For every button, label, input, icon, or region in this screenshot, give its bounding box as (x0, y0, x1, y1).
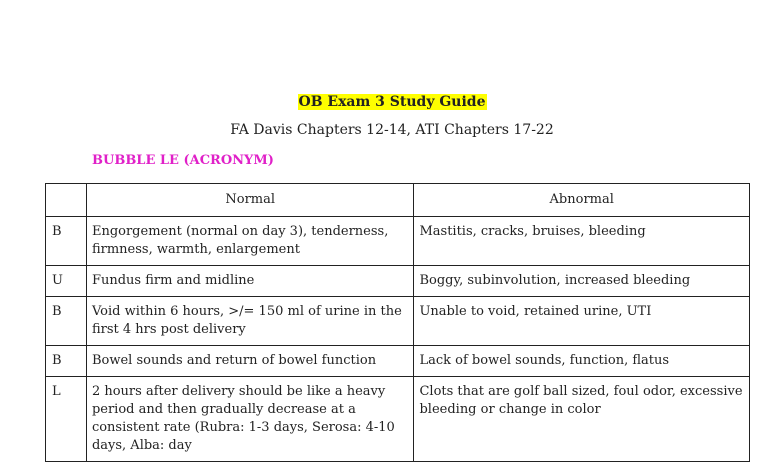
document-subtitle: FA Davis Chapters 12-14, ATI Chapters 17-22 (230, 122, 554, 138)
document-title-text: OB Exam 3 Study Guide (298, 94, 486, 110)
row-normal: Fundus firm and midline (86, 266, 414, 297)
table-row (46, 297, 750, 346)
document-title (0, 93, 784, 111)
row-letter: U (46, 266, 87, 297)
bubble-le-table (45, 183, 750, 462)
row-normal: Bowel sounds and return of bowel function (86, 346, 414, 377)
table-row (46, 266, 750, 297)
row-normal: 2 hours after delivery should be like a heavy period and then gradually decrease at a consistent rate (Rubra: 1-3 days, Serosa: 4-10 days, Alba: day (86, 377, 414, 462)
row-abnormal: Lack of bowel sounds, function, flatus (414, 346, 750, 377)
header-normal: Normal (86, 184, 414, 217)
row-abnormal: Boggy, subinvolution, increased bleeding (414, 266, 750, 297)
table-row (46, 346, 750, 377)
row-normal: Void within 6 hours, >/= 150 ml of urine in the first 4 hrs post delivery (86, 297, 414, 346)
row-letter: B (46, 297, 87, 346)
row-letter: L (46, 377, 87, 462)
row-abnormal: Unable to void, retained urine, UTI (414, 297, 750, 346)
table-row (46, 377, 750, 462)
row-normal: Engorgement (normal on day 3), tenderness, firmness, warmth, enlargement (86, 217, 414, 266)
acronym-heading: BUBBLE LE (ACRONYM) (92, 153, 274, 168)
header-letter (46, 184, 87, 217)
row-abnormal: Clots that are golf ball sized, foul odor, excessive bleeding or change in color (414, 377, 750, 462)
row-letter: B (46, 346, 87, 377)
row-letter: B (46, 217, 87, 266)
header-abnormal: Abnormal (414, 184, 750, 217)
row-abnormal: Mastitis, cracks, bruises, bleeding (414, 217, 750, 266)
table-header-row (46, 184, 750, 217)
table-row (46, 217, 750, 266)
